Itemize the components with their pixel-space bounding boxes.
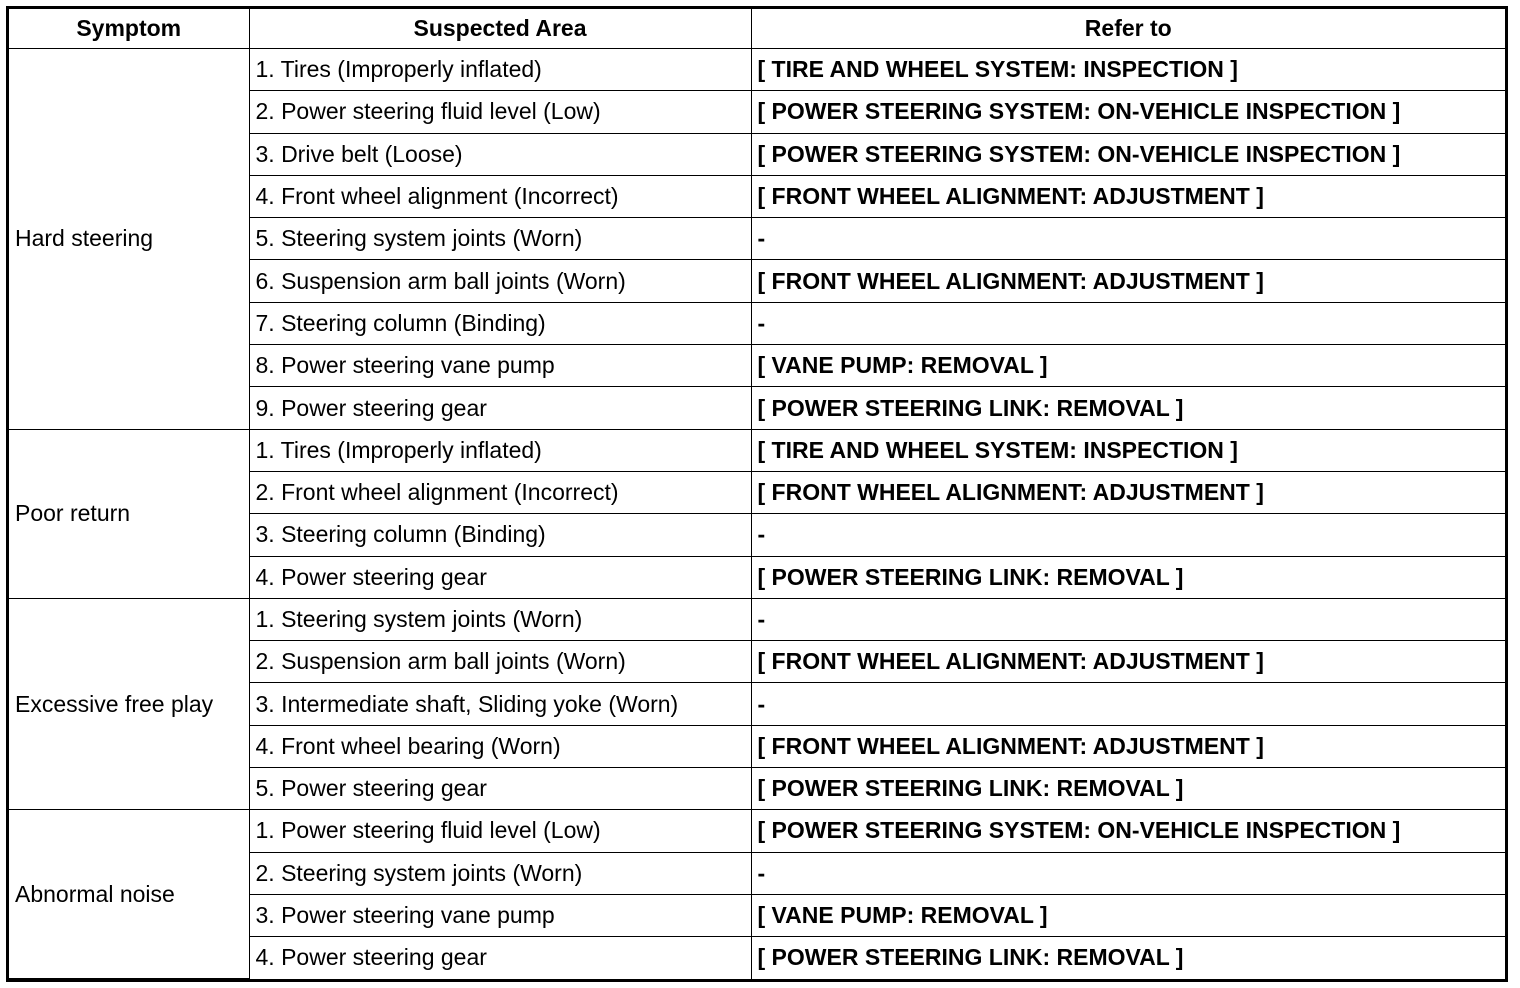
refer-to-cell: [ FRONT WHEEL ALIGNMENT: ADJUSTMENT ] [751, 641, 1505, 683]
suspected-area-cell: 2. Suspension arm ball joints (Worn) [249, 641, 751, 683]
suspected-area-cell: 5. Power steering gear [249, 768, 751, 810]
symptom-cell: Excessive free play [9, 598, 249, 809]
refer-to-cell: [ FRONT WHEEL ALIGNMENT: ADJUSTMENT ] [751, 260, 1505, 302]
refer-to-cell: - [751, 598, 1505, 640]
header-suspected-area: Suspected Area [249, 9, 751, 49]
table-row [9, 810, 1505, 852]
troubleshooting-table-frame [6, 6, 1508, 982]
suspected-area-cell: 1. Tires (Improperly inflated) [249, 49, 751, 91]
refer-to-cell: [ TIRE AND WHEEL SYSTEM: INSPECTION ] [751, 49, 1505, 91]
refer-to-cell: [ VANE PUMP: REMOVAL ] [751, 345, 1505, 387]
table-row [9, 49, 1505, 91]
suspected-area-cell: 1. Power steering fluid level (Low) [249, 810, 751, 852]
refer-to-cell: [ FRONT WHEEL ALIGNMENT: ADJUSTMENT ] [751, 471, 1505, 513]
refer-to-cell: - [751, 302, 1505, 344]
refer-to-cell: [ FRONT WHEEL ALIGNMENT: ADJUSTMENT ] [751, 725, 1505, 767]
refer-to-cell: [ VANE PUMP: REMOVAL ] [751, 894, 1505, 936]
header-symptom: Symptom [9, 9, 249, 49]
refer-to-cell: [ POWER STEERING SYSTEM: ON-VEHICLE INSPECTION ] [751, 133, 1505, 175]
table-body [9, 49, 1505, 979]
suspected-area-cell: 5. Steering system joints (Worn) [249, 218, 751, 260]
suspected-area-cell: 2. Power steering fluid level (Low) [249, 91, 751, 133]
refer-to-cell: - [751, 218, 1505, 260]
table-row [9, 429, 1505, 471]
troubleshooting-table [9, 9, 1505, 979]
suspected-area-cell: 3. Drive belt (Loose) [249, 133, 751, 175]
suspected-area-cell: 4. Front wheel bearing (Worn) [249, 725, 751, 767]
symptom-cell: Hard steering [9, 49, 249, 430]
suspected-area-cell: 7. Steering column (Binding) [249, 302, 751, 344]
table-row [9, 598, 1505, 640]
refer-to-cell: [ FRONT WHEEL ALIGNMENT: ADJUSTMENT ] [751, 175, 1505, 217]
suspected-area-cell: 3. Power steering vane pump [249, 894, 751, 936]
refer-to-cell: [ POWER STEERING SYSTEM: ON-VEHICLE INSPECTION ] [751, 91, 1505, 133]
suspected-area-cell: 9. Power steering gear [249, 387, 751, 429]
refer-to-cell: [ POWER STEERING LINK: REMOVAL ] [751, 387, 1505, 429]
suspected-area-cell: 8. Power steering vane pump [249, 345, 751, 387]
refer-to-cell: [ TIRE AND WHEEL SYSTEM: INSPECTION ] [751, 429, 1505, 471]
symptom-cell: Abnormal noise [9, 810, 249, 979]
suspected-area-cell: 2. Steering system joints (Worn) [249, 852, 751, 894]
suspected-area-cell: 4. Power steering gear [249, 556, 751, 598]
refer-to-cell: [ POWER STEERING SYSTEM: ON-VEHICLE INSPECTION ] [751, 810, 1505, 852]
suspected-area-cell: 3. Intermediate shaft, Sliding yoke (Worn) [249, 683, 751, 725]
refer-to-cell: [ POWER STEERING LINK: REMOVAL ] [751, 768, 1505, 810]
suspected-area-cell: 6. Suspension arm ball joints (Worn) [249, 260, 751, 302]
suspected-area-cell: 1. Steering system joints (Worn) [249, 598, 751, 640]
symptom-cell: Poor return [9, 429, 249, 598]
suspected-area-cell: 4. Front wheel alignment (Incorrect) [249, 175, 751, 217]
header-refer-to: Refer to [751, 9, 1505, 49]
refer-to-cell: - [751, 514, 1505, 556]
refer-to-cell: - [751, 683, 1505, 725]
refer-to-cell: [ POWER STEERING LINK: REMOVAL ] [751, 556, 1505, 598]
suspected-area-cell: 1. Tires (Improperly inflated) [249, 429, 751, 471]
suspected-area-cell: 3. Steering column (Binding) [249, 514, 751, 556]
refer-to-cell: [ POWER STEERING LINK: REMOVAL ] [751, 937, 1505, 979]
refer-to-cell: - [751, 852, 1505, 894]
suspected-area-cell: 2. Front wheel alignment (Incorrect) [249, 471, 751, 513]
suspected-area-cell: 4. Power steering gear [249, 937, 751, 979]
header-row [9, 9, 1505, 49]
